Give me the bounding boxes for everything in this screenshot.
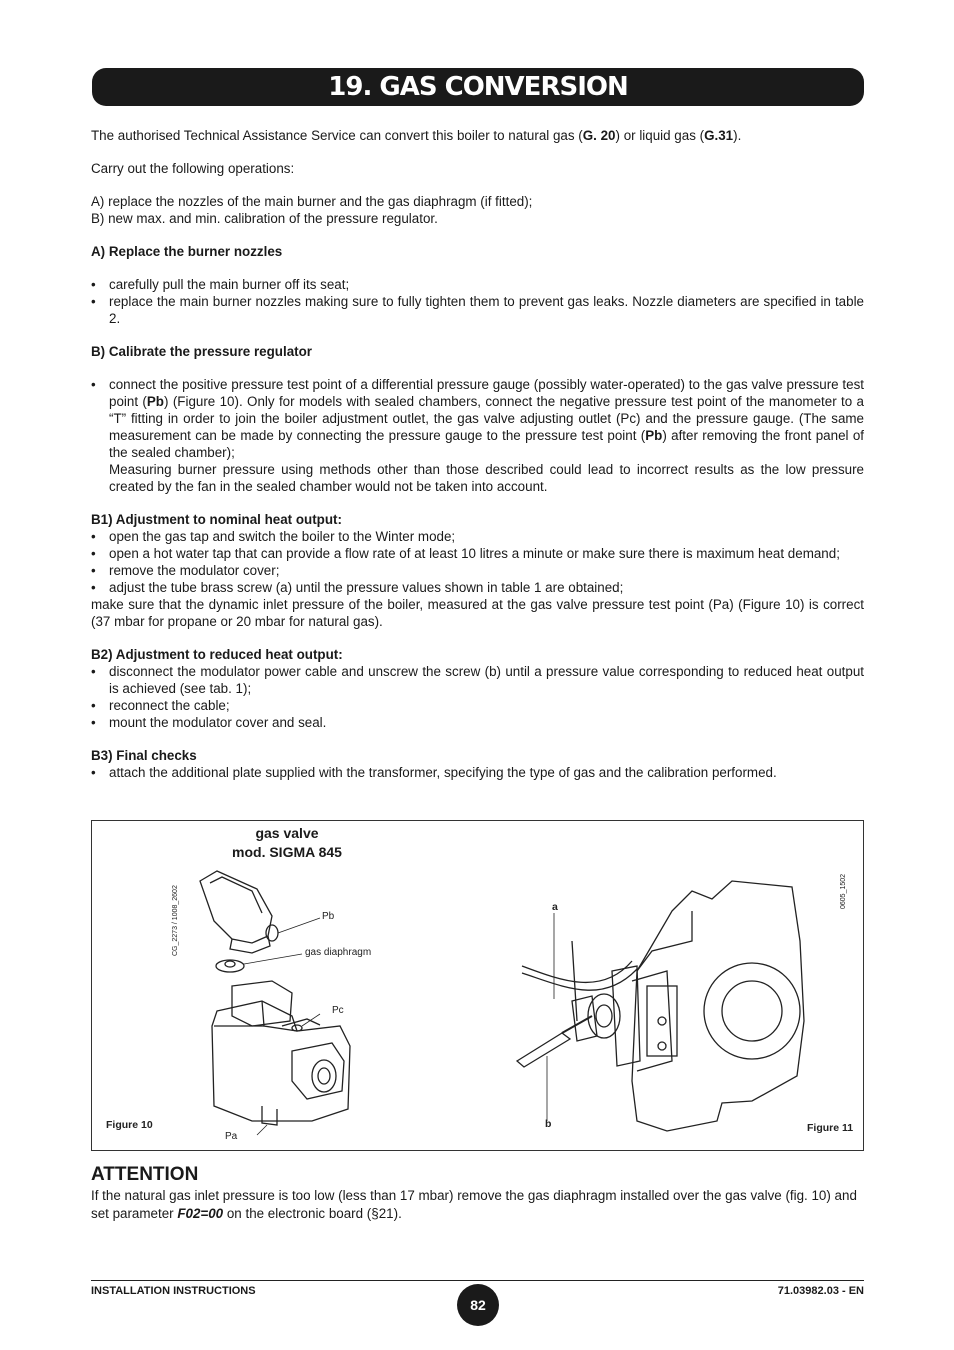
list-item: • attach the additional plate supplied with the transformer, specifying the type of gas and the calibration performed. <box>91 764 864 781</box>
attention-param: F02=00 <box>177 1206 224 1221</box>
title-bar <box>92 68 864 106</box>
label-pb: Pb <box>322 911 335 922</box>
carry-out-text: Carry out the following operations: <box>91 161 295 176</box>
list-item: • carefully pull the main burner off its seat; <box>91 276 864 293</box>
section-b-text-3: ) after removing the front panel of the sealed chamber); <box>109 428 864 460</box>
section-b-text-4: Measuring burner pressure using methods other than those described could lead to incorrect results as the low pressure created by the fan in the sealed chamber would not be taken into account. <box>109 462 864 494</box>
attention-text-1: If the natural gas inlet pressure is too low (less than 17 mbar) remove the gas diaphragm installed over the gas valve (fig. 10) and set parameter <box>91 1188 857 1221</box>
intro-text-2: ) or liquid gas ( <box>615 128 705 143</box>
page-title: 19. GAS CONVERSION <box>328 72 628 102</box>
label-b: b <box>545 1118 552 1130</box>
label-a: a <box>552 901 558 913</box>
list-item: • adjust the tube brass screw (a) until the pressure values shown in table 1 are obtained; <box>91 579 864 596</box>
section-b2-heading: B2) Adjustment to reduced heat output: <box>91 647 343 662</box>
footer-left: INSTALLATION INSTRUCTIONS <box>91 1285 256 1297</box>
label-pc: Pc <box>332 1005 344 1016</box>
page-number: 82 <box>457 1284 499 1326</box>
figure-title-line2: mod. SIGMA 845 <box>232 844 342 860</box>
list-item: • open the gas tap and switch the boiler to the Winter mode; <box>91 528 864 545</box>
label-gas-diaphragm: gas diaphragm <box>305 947 372 958</box>
figure-code-right: 0605_1502 <box>840 873 847 909</box>
footer-right: 71.03982.03 - EN <box>777 1285 864 1297</box>
section-b2-list <box>91 663 864 731</box>
intro-g20: G. 20 <box>582 128 616 143</box>
section-b-list <box>91 376 864 495</box>
figure-title <box>212 824 362 862</box>
list-item: • open a hot water tap that can provide a flow rate of at least 10 litres a minute or make sure there is maximum heat demand; <box>91 545 864 562</box>
op-a: A) replace the nozzles of the main burner and the gas diaphragm (if fitted); <box>91 194 533 209</box>
section-a-heading: A) Replace the burner nozzles <box>91 244 283 259</box>
list-item <box>91 376 864 495</box>
section-b1-list <box>91 528 864 596</box>
main-content <box>91 127 864 781</box>
section-b3-list <box>91 764 864 781</box>
pb-ref: Pb <box>146 394 164 409</box>
section-b1-after: make sure that the dynamic inlet pressure of the boiler, measured at the gas valve pressure test point (Pa) (Figure 10) is correct (37 mbar for propane or 20 mbar for natural gas). <box>91 597 864 629</box>
list-item: • reconnect the cable; <box>91 697 864 714</box>
section-a-list <box>91 276 864 327</box>
op-b: B) new max. and min. calibration of the pressure regulator. <box>91 211 438 226</box>
intro-paragraph <box>91 127 864 144</box>
figure-title-line1: gas valve <box>255 825 319 841</box>
figure-11-caption: Figure 11 <box>807 1122 854 1134</box>
section-b-text-2: ) (Figure 10). Only for models with sealed chambers, connect the negative pressure test point of the manometer to a “T” fitting in order to join the boiler adjustment outlet, the gas valve adjusting outlet (Pc) and the pressure gauge. (The same measurement can be made by connecting the pressure gauge to the pressure test point ( <box>109 394 865 443</box>
attention-text <box>91 1187 864 1223</box>
section-b-heading: B) Calibrate the pressure regulator <box>91 344 313 359</box>
attention-text-2: on the electronic board (§21). <box>223 1206 402 1221</box>
list-item: • remove the modulator cover; <box>91 562 864 579</box>
pb-ref: Pb <box>645 428 663 443</box>
intro-text-1: The authorised Technical Assistance Service can convert this boiler to natural gas ( <box>91 128 583 143</box>
figure-box <box>91 820 864 1151</box>
figure-code-left: CG_2273 / 1008_2602 <box>172 885 179 956</box>
label-pa: Pa <box>225 1131 238 1142</box>
footer-divider <box>91 1280 864 1281</box>
list-item: • replace the main burner nozzles making sure to fully tighten them to prevent gas leaks. Nozzle diameters are specified in table 2. <box>91 293 864 327</box>
intro-text-3: ). <box>733 128 742 143</box>
intro-g31: G.31 <box>704 128 734 143</box>
attention-heading: ATTENTION <box>91 1164 199 1185</box>
list-item: • mount the modulator cover and seal. <box>91 714 864 731</box>
figure-10-caption: Figure 10 <box>106 1119 153 1131</box>
section-b3-heading: B3) Final checks <box>91 748 197 763</box>
list-item: • disconnect the modulator power cable and unscrew the screw (b) until a pressure value corresponding to reduced heat output is achieved (see tab. 1); <box>91 663 864 697</box>
section-b-text-1: connect the positive pressure test point of a differential pressure gauge (possibly water-operated) to the gas valve pressure test point ( <box>109 377 864 409</box>
section-b1-heading: B1) Adjustment to nominal heat output: <box>91 512 342 527</box>
gas-valve-illustration <box>92 821 863 1150</box>
